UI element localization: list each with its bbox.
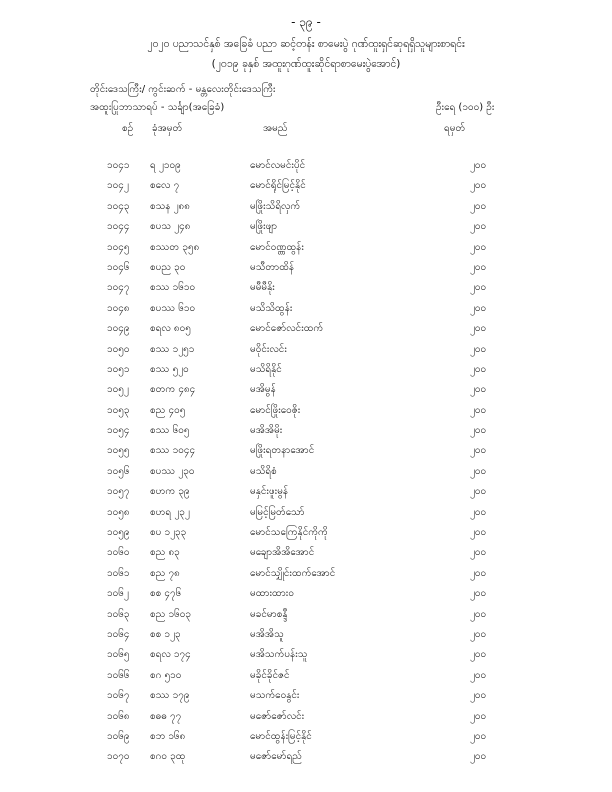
- candidate-name: မဇော်မော်ရည်: [250, 751, 302, 763]
- table-row: [0, 342, 612, 362]
- score-value: ၂၀၀: [470, 200, 487, 212]
- score-value: ၂၀၀: [470, 343, 487, 355]
- candidate-name: မသီတာထိန်: [250, 261, 295, 273]
- row-number: ၁၀၆၀: [107, 547, 130, 559]
- candidate-name: မဖြိုးရတနာအောင်: [250, 445, 315, 457]
- header-score: ရမှတ်: [444, 123, 466, 134]
- header-roll: ခုံအမှတ်: [152, 123, 183, 134]
- row-number: ၁၀၅၄: [107, 425, 130, 437]
- candidate-name: မောင်ရိုင်မြင့်နိုင်: [250, 180, 306, 192]
- candidate-name: မဇော်ဇော်လင်း: [250, 710, 305, 722]
- table-row: [0, 607, 612, 627]
- candidate-name: မောင်လမင်းပိုင်: [250, 160, 306, 171]
- page-number: - ၃၉ -: [291, 15, 321, 29]
- table-row: [0, 668, 612, 688]
- row-number: ၁၀၅၀: [107, 343, 130, 355]
- row-number: ၁၀၆၉: [107, 730, 130, 742]
- roll-number: စစ ၄၇၆: [150, 588, 182, 600]
- roll-number: စပဿ ၂၃၀: [150, 465, 195, 477]
- row-number: ၁၀၄၂: [107, 180, 129, 192]
- table-row: [0, 362, 612, 382]
- candidate-name: မထားထားဝ: [250, 588, 294, 600]
- candidate-name: မသိရိနိုင်: [250, 363, 282, 375]
- roll-number: စဿ ၅၂၀: [150, 363, 189, 375]
- score-value: ၂၀၀: [470, 445, 487, 457]
- table-row: [0, 627, 612, 647]
- roll-number: စည ၄၀၅: [150, 404, 186, 416]
- score-value: ၂၀၀: [470, 588, 487, 600]
- table-row: [0, 382, 612, 402]
- table-row: [0, 505, 612, 525]
- candidate-name: မမြင့်မြတ်သော်: [250, 506, 305, 518]
- roll-number: စဿ ၁၇၉: [150, 690, 190, 702]
- table-row: [0, 321, 612, 341]
- candidate-name: မောင်သျှိုင်းထက်အောင်: [250, 567, 336, 579]
- row-number: ၁၀၆၇: [107, 690, 130, 702]
- roll-number: စစ ၁၂၃: [150, 628, 181, 640]
- table-row: [0, 280, 612, 300]
- roll-number: စပည ၃၀: [150, 261, 186, 273]
- table-row: [0, 423, 612, 443]
- row-number: ၁၀၅၅: [107, 445, 130, 457]
- candidate-name: မောင်ဖြိုးဝေဇိုး: [250, 404, 301, 416]
- candidate-name: မောင်ဇော်လင်းထက်: [250, 323, 324, 335]
- count-note: ဦးရေ (၁၀၀) ဦး: [436, 102, 495, 113]
- candidate-name: မသိရိစံ: [250, 465, 277, 477]
- roll-number: စည ၁၆၀၃: [150, 608, 191, 620]
- candidate-name: မောင်သကြေနိုင်ကိုကို: [250, 527, 328, 539]
- roll-number: စတက ၄၈၄: [150, 384, 196, 396]
- roll-number: စရလ ၁၇၄: [150, 649, 191, 661]
- table-row: [0, 749, 612, 769]
- table-row: [0, 688, 612, 708]
- table-row: [0, 647, 612, 667]
- table-row: [0, 464, 612, 484]
- score-value: ၂၀၀: [470, 710, 487, 722]
- roll-number: စဿတ ၃၅၈: [150, 241, 200, 253]
- row-number: ၁၀၅၂: [107, 384, 129, 396]
- score-value: ၂၀၀: [470, 425, 487, 437]
- candidate-name: မနှင်းဖူးမွန်: [250, 486, 289, 498]
- row-number: ၁၀၅၃: [107, 404, 130, 416]
- roll-number: စည ၇၈: [150, 567, 180, 579]
- table-row: [0, 545, 612, 565]
- row-number: ၁၀၄၅: [107, 241, 130, 253]
- roll-number: စဿ ၁၆၁၀: [150, 282, 196, 294]
- roll-number: စပသ ၂၄၈: [150, 221, 191, 233]
- row-number: ၁၀၄၈: [107, 302, 130, 314]
- candidate-name: မမီမီနိုး: [250, 282, 275, 294]
- score-value: ၂၀၀: [470, 527, 487, 539]
- header-no: စဉ်: [122, 123, 134, 134]
- row-number: ၁၀၆၈: [107, 710, 130, 722]
- roll-number: စဟရ ၂၃၂: [150, 506, 190, 518]
- row-number: ၁၀၆၁: [107, 567, 130, 579]
- score-value: ၂၀၀: [470, 608, 487, 620]
- roll-number: စပဿ ၆၁၀: [150, 302, 196, 314]
- score-value: ၂၀၀: [470, 567, 487, 579]
- candidate-name: မခိုင်ခိုင်ဇင်: [250, 669, 290, 681]
- score-value: ၂၀၀: [470, 751, 487, 763]
- table-row: [0, 240, 612, 260]
- score-value: ၂၀၀: [470, 282, 487, 294]
- score-value: ၂၀၀: [470, 384, 487, 396]
- row-number: ၁၀၄၇: [107, 282, 130, 294]
- score-value: ၂၀၀: [470, 730, 487, 742]
- score-value: ၂၀၀: [470, 404, 487, 416]
- candidate-name: မအိမွန်: [250, 384, 276, 396]
- roll-number: စလေ ၇: [150, 180, 180, 192]
- row-number: ၁၀၅၁: [107, 363, 130, 375]
- score-value: ၂၀၀: [470, 547, 487, 559]
- row-number: ၁၀၄၄: [107, 221, 130, 233]
- candidate-name: မသက်ဝေနွင်း: [250, 690, 300, 702]
- region-line: တိုင်းဒေသကြီး/ ကွင်းဆက် - မန္တလေးတိုင်းဒေသကြီး: [90, 84, 276, 95]
- table-row: [0, 219, 612, 239]
- roll-number: စဿ ၆၀၅: [150, 425, 190, 437]
- roll-number: စဂ ၅၁၀: [150, 669, 182, 681]
- score-value: ၂၀၀: [470, 465, 487, 477]
- subject-line: အထူးပြုဘာသာရပ် - သင်္ချာ(အခြေခံ): [90, 102, 225, 113]
- row-number: ၁၀၅၈: [107, 506, 130, 518]
- row-number: ၁၀၅၇: [107, 486, 130, 498]
- roll-number: စဂဝ ၃ထု: [150, 751, 186, 763]
- table-row: [0, 709, 612, 729]
- row-number: ၁၀၆၆: [107, 669, 130, 681]
- candidate-name: မသိသိထွန်း: [250, 302, 293, 314]
- score-value: ၂၀၀: [470, 506, 487, 518]
- row-number: ၁၀၇၀: [107, 751, 130, 763]
- table-row: [0, 178, 612, 198]
- table-row: [0, 566, 612, 586]
- document-subtitle: (၂၀၁၉ ခုနှစ် အထူးဂုဏ်ထူးဆိုင်ရာစာမေးပွဲအောင်): [211, 58, 401, 70]
- table-row: [0, 525, 612, 545]
- row-number: ၁၀၆၃: [107, 608, 130, 620]
- roll-number: စရလ ၈၀၅: [150, 323, 191, 335]
- table-row: [0, 484, 612, 504]
- row-number: ၁၀၅၉: [107, 527, 130, 539]
- score-value: ၂၀၀: [470, 363, 487, 375]
- header-name: အမည်: [263, 123, 288, 134]
- candidate-name: မဝိုင်းလင်း: [250, 343, 287, 355]
- roll-number: စဿ ၁၂၅၁: [150, 343, 195, 355]
- score-value: ၂၀၀: [470, 261, 487, 273]
- score-value: ၂၀၀: [470, 160, 487, 171]
- row-number: ၁၀၆၄: [107, 628, 130, 640]
- candidate-name: မဖြိုးဖျာ: [250, 221, 278, 233]
- roll-number: စပ ၁၂၃၃: [150, 527, 187, 539]
- score-value: ၂၀၀: [470, 241, 487, 253]
- score-value: ၂၀၀: [470, 690, 487, 702]
- roll-number: စဘ ၁၆၈: [150, 730, 186, 742]
- candidate-name: မချောအိအိအောင်: [250, 547, 315, 559]
- table-row: [0, 729, 612, 749]
- roll-number: စဿ ၁၀၄၄: [150, 445, 196, 457]
- document-title: ၂၀၂၀ ပညာသင်နှစ် အခြေခံ ပညာ ဆင့်တန်း စာမေးပွဲ ဂုဏ်ထူးရှင်ဆုရရှိသူများစာရင်း: [147, 38, 465, 50]
- roll-number: စဟက ၃၉: [150, 486, 190, 498]
- score-value: ၂၀၀: [470, 486, 487, 498]
- row-number: ၁၀၆၅: [107, 649, 130, 661]
- roll-number: စသန ၂၈၈: [150, 200, 190, 212]
- table-row: [0, 199, 612, 219]
- row-number: ၁၀၄၉: [107, 323, 130, 335]
- candidate-name: မအိအိမိုး: [250, 425, 283, 437]
- candidate-name: မောင်ထွန်းမြင့်နိုင်: [250, 730, 312, 742]
- row-number: ၁၀၅၆: [107, 465, 130, 477]
- roll-number: ရ ၂၁၀၉: [150, 160, 181, 171]
- roll-number: စဓဓ ၇၇: [150, 710, 182, 722]
- row-number: ၁၀၆၂: [107, 588, 129, 600]
- score-value: ၂၀၀: [470, 302, 487, 314]
- roll-number: စည ၈၃: [150, 547, 180, 559]
- candidate-name: မအိသက်ပန်းသူ: [250, 649, 308, 661]
- score-value: ၂၀၀: [470, 649, 487, 661]
- table-row: [0, 158, 612, 178]
- table-row: [0, 586, 612, 606]
- candidate-name: မောင်ဝဏ္ဏထွန်း: [250, 241, 304, 253]
- score-value: ၂၀၀: [470, 180, 487, 192]
- table-row: [0, 301, 612, 321]
- row-number: ၁၀၄၆: [107, 261, 130, 273]
- score-value: ၂၀၀: [470, 323, 487, 335]
- score-value: ၂၀၀: [470, 628, 487, 640]
- row-number: ၁၀၄၃: [107, 200, 130, 212]
- candidate-name: မခင်မာစန္ဒီ: [250, 608, 288, 620]
- table-row: [0, 443, 612, 463]
- score-value: ၂၀၀: [470, 669, 487, 681]
- score-value: ၂၀၀: [470, 221, 487, 233]
- candidate-name: မအိအိသူ: [250, 628, 284, 640]
- results-table: [0, 158, 612, 770]
- candidate-name: မဖြိုးသိရိလှက်: [250, 200, 301, 212]
- table-row: [0, 403, 612, 423]
- table-row: [0, 260, 612, 280]
- row-number: ၁၀၄၁: [107, 160, 130, 171]
